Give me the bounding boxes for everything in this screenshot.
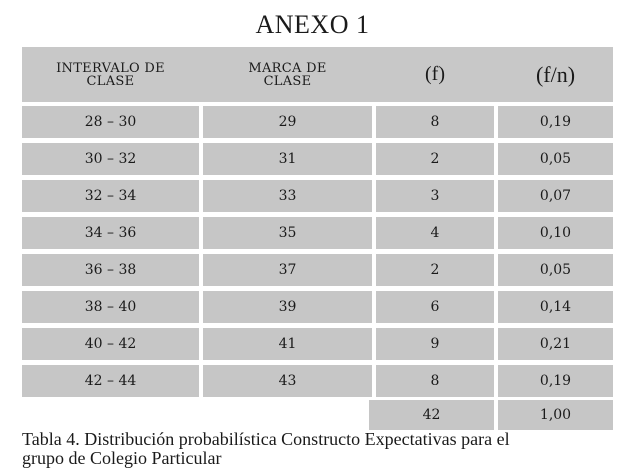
cell-f: 3: [376, 180, 494, 212]
cell-fn: 0,05: [498, 143, 613, 175]
table-header: [22, 47, 613, 102]
cell-fn: 0,19: [498, 106, 613, 138]
cell-fn: 0,14: [498, 291, 613, 323]
header-marca: [203, 47, 372, 102]
cell-marca: 43: [203, 365, 372, 397]
table-row: [22, 254, 613, 286]
cell-marca: 31: [203, 143, 372, 175]
header-marca-line2: CLASE: [263, 73, 312, 89]
cell-intervalo: 40 – 42: [22, 328, 199, 360]
cell-intervalo: 38 – 40: [22, 291, 199, 323]
cell-intervalo: 28 – 30: [22, 106, 199, 138]
cell-f: 6: [376, 291, 494, 323]
cell-intervalo: 42 – 44: [22, 365, 199, 397]
cell-fn: 0,05: [498, 254, 613, 286]
cell-intervalo: 30 – 32: [22, 143, 199, 175]
header-f: (f): [425, 63, 445, 85]
cell-marca: 37: [203, 254, 372, 286]
cell-intervalo: 32 – 34: [22, 180, 199, 212]
cell-f: 8: [376, 365, 494, 397]
cell-f: 2: [376, 143, 494, 175]
cell-f: 2: [376, 254, 494, 286]
cell-intervalo: 36 – 38: [22, 254, 199, 286]
table-row: [22, 365, 613, 397]
cell-fn: 0,07: [498, 180, 613, 212]
totals-row: [22, 400, 613, 432]
header-intervalo: [22, 47, 199, 102]
table-row: [22, 291, 613, 323]
cell-marca: 29: [203, 106, 372, 138]
total-fn: 1,00: [498, 400, 613, 430]
table-row: [22, 143, 613, 175]
cell-intervalo: 34 – 36: [22, 217, 199, 249]
total-f: 42: [369, 400, 494, 430]
caption-line1: Tabla 4. Distribución probabilística Constructo Expectativas para el: [22, 429, 510, 449]
cell-fn: 0,19: [498, 365, 613, 397]
header-intervalo-line2: CLASE: [86, 73, 135, 89]
cell-f: 4: [376, 217, 494, 249]
cell-fn: 0,10: [498, 217, 613, 249]
cell-marca: 33: [203, 180, 372, 212]
page-title: ANEXO 1: [255, 10, 370, 39]
header-intervalo-line1: INTERVALO DE: [56, 60, 165, 76]
cell-f: 8: [376, 106, 494, 138]
cell-marca: 35: [203, 217, 372, 249]
cell-fn: 0,21: [498, 328, 613, 360]
cell-marca: 39: [203, 291, 372, 323]
header-fn: (f/n): [535, 61, 576, 87]
table-row: [22, 217, 613, 249]
table-row: [22, 180, 613, 212]
header-marca-line1: MARCA DE: [248, 60, 327, 76]
cell-marca: 41: [203, 328, 372, 360]
table-row: [22, 328, 613, 360]
caption-line2: grupo de Colegio Particular: [22, 448, 222, 468]
table-row: [22, 106, 613, 138]
table-caption: [22, 430, 622, 468]
cell-f: 9: [376, 328, 494, 360]
